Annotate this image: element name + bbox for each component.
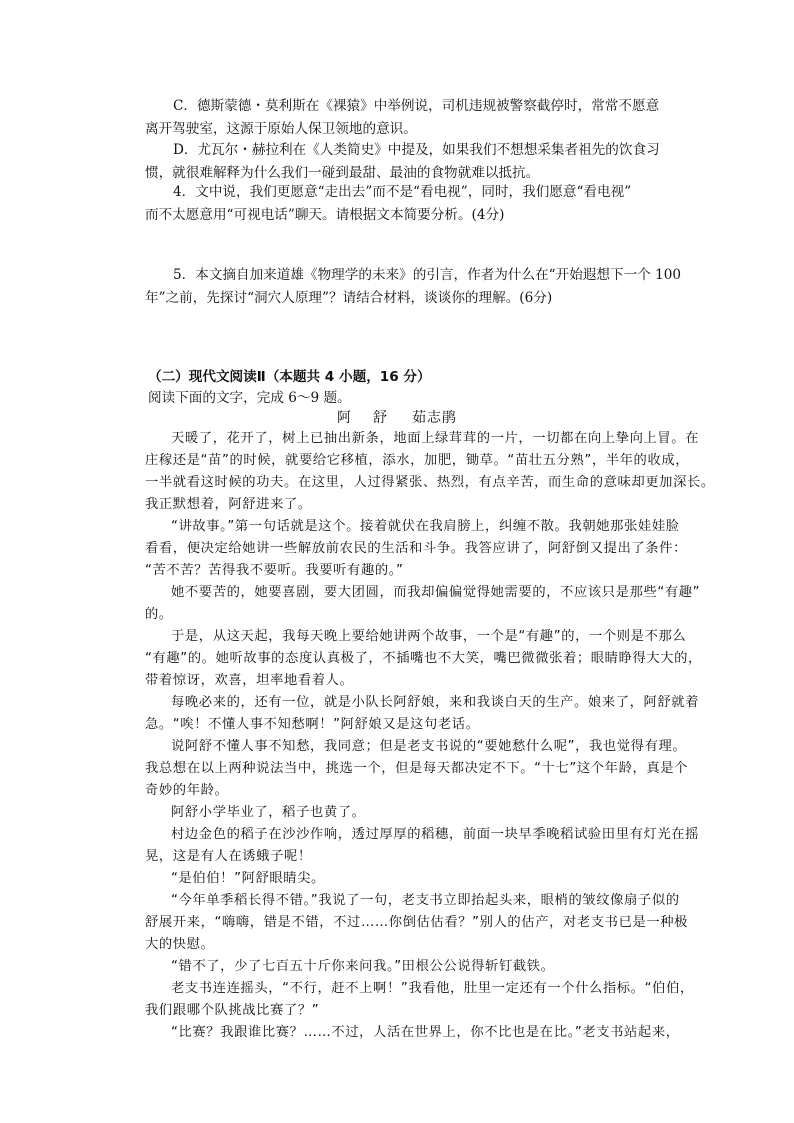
paragraph — [145, 890, 689, 956]
paragraph — [145, 428, 715, 516]
story-line: 看看，便决定给她讲一些解放前农民的生活和斗争。我答应讲了，阿舒倒又提出了条件： — [145, 541, 687, 556]
story-line: 带着惊讶，欢喜，坦率地看着人。 — [145, 673, 354, 688]
question-5 — [145, 264, 681, 309]
story-line: 急。“唉！不懂人事不知愁啊！”阿舒娘又是这句老话。 — [145, 717, 480, 732]
option-c — [145, 95, 659, 140]
story-line: 晃，这是有人在诱蛾子呢！ — [145, 849, 312, 864]
story-line: 我们跟哪个队挑战比赛了？” — [145, 1003, 320, 1018]
paragraph — [145, 824, 700, 868]
story-line: 舒展开来，“嗨嗨，错是不错，不过……你倒估估看？”别人的估产，对老支书已是一种极 — [145, 915, 689, 930]
story-author: 茹志鹃 — [412, 410, 458, 426]
story-body — [145, 428, 715, 1044]
story-line: “讲故事。”第一句话就是这个。接着就伏在我肩膀上，纠缠不散。我朝她那张娃娃脸 — [171, 519, 680, 534]
story-line: 说阿舒不懂人事不知愁，我同意；但是老支书说的“要她愁什么呢”，我也觉得有理。 — [171, 739, 687, 754]
paragraph — [145, 516, 687, 582]
paragraph — [145, 736, 689, 802]
story-line: “错不了，少了七百五十斤你来问我。”田根公公说得斩钉截铁。 — [171, 959, 555, 974]
story-line: 我正默想着，阿舒进来了。 — [145, 497, 312, 512]
option-d-line: 惯，就很难解释为什么我们一碰到最甜、最油的食物就难以抵抗。 — [145, 164, 540, 181]
question-4-line: 而不太愿意用“可视电话”聊天。请根据文本简要分析。(4分) — [145, 206, 505, 223]
story-line: “苦不苦？苦得我不要听。我要听有趣的。” — [145, 563, 404, 578]
story-line: “今年单季稻长得不错。”我说了一句，老支书立即抬起头来，眼梢的皱纹像扇子似的 — [171, 893, 680, 908]
story-line: 奇妙的年龄。 — [145, 783, 229, 798]
story-line: 大的快慰。 — [145, 937, 215, 952]
paragraph — [145, 802, 675, 824]
paragraph — [145, 626, 702, 692]
story-line: 她不要苦的，她要喜剧，要大团圆，而我却偏偏觉得她需要的，不应该只是那些“有趣” — [171, 585, 701, 600]
story-line: 庄稼还是“苗”的时候，就要给它移植，添水，加肥，锄草。“苗壮五分熟”，半年的收成， — [145, 453, 690, 468]
story-line: 一半就看这时候的功夫。在这里，人过得紧张、热烈，有点辛苦，而生命的意味却更加深长。 — [145, 475, 715, 490]
story-line: 我总想在以上两种说法当中，挑选一个，但是每天都决定不下。“十七”这个年龄，真是个 — [145, 761, 689, 776]
story-line: “有趣”的。她听故事的态度认真极了，不插嘴也不大笑，嘴巴微微张着；眼睛睁得大大的， — [145, 651, 702, 666]
paragraph — [145, 956, 675, 978]
option-c-line: 离开驾驶室，这源于原始人保卫领地的意识。 — [145, 120, 417, 137]
question-5-line: 5．本文摘自加来道雄《物理学的未来》的引言，作者为什么在“开始遐想下一个 100 — [173, 267, 682, 283]
story-line: “是伯伯！”阿舒眼睛尖。 — [171, 871, 325, 886]
paragraph — [145, 868, 675, 890]
section-instruction: 阅读下面的文字，完成 6～9 题。 — [148, 390, 351, 406]
story-line: 于是，从这天起，我每天晚上要给她讲两个故事，一个是“有趣”的，一个则是不那么 — [171, 629, 687, 644]
paragraph — [145, 978, 694, 1022]
story-title: 阿 舒 — [336, 410, 391, 426]
story-line: 每晚必来的，还有一位，就是小队长阿舒娘，来和我谈白天的生产。娘来了，阿舒就着 — [171, 695, 700, 710]
story-line: 老支书连连摇头，“不行，赶不上啊！”我看他，肚里一定还有一个什么指标。“伯伯， — [171, 981, 694, 996]
paragraph — [145, 582, 701, 626]
story-line: 阿舒小学毕业了，稻子也黄了。 — [171, 805, 366, 820]
question-4-line: 4．文中说，我们更愿意“走出去”而不是“看电视”，同时，我们愿意“看电视” — [173, 184, 632, 200]
story-line: “比赛？我跟谁比赛？……不过，人活在世界上，你不比也是在比。”老支书站起来， — [171, 1025, 680, 1040]
paragraph — [145, 692, 700, 736]
section-heading: （二）现代文阅读Ⅱ（本题共 4 小题，16 分） — [148, 369, 431, 385]
story-line: 的。 — [145, 607, 173, 622]
option-c-line: C．德斯蒙德・莫利斯在《裸猿》中举例说，司机违规被警察截停时，常常不愿意 — [173, 98, 660, 114]
story-title-row — [0, 407, 794, 429]
question-4 — [145, 181, 631, 226]
option-d-line: D．尤瓦尔・赫拉利在《人类简史》中提及，如果我们不想想采集者祖先的饮食习 — [173, 142, 660, 158]
paragraph — [145, 1022, 680, 1044]
story-line: 天暖了，花开了，树上已抽出新条，地面上绿茸茸的一片，一切都在向上挚向上冒。在 — [171, 431, 700, 446]
question-5-line: 年”之前，先探讨“洞穴人原理”？请结合材料，谈谈你的理解。(6分) — [145, 289, 553, 306]
story-line: 村边金色的稻子在沙沙作响，透过厚厚的稻穗，前面一块早季晚稻试验田里有灯光在摇 — [171, 827, 700, 842]
option-d — [145, 139, 660, 184]
